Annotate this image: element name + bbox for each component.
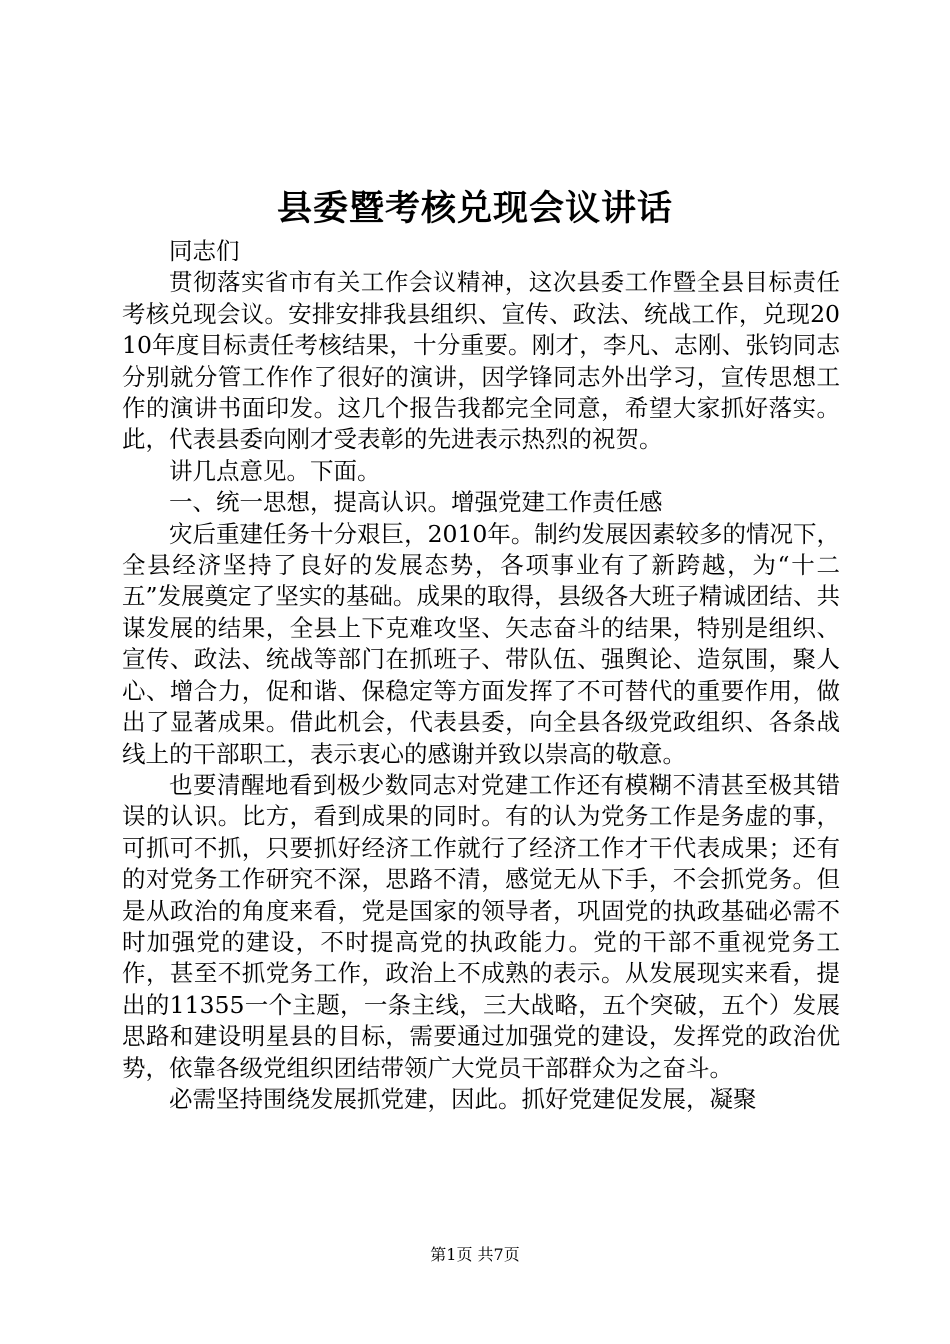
body-paragraph: 灾后重建任务十分艰巨，2010年。制约发展因素较多的情况下，全县经济坚持了良好的发展态势，各项事业有了新跨越，为“十二五”发展奠定了坚实的基础。成果的取得，县级各大班子精诚团结、共谋发展的结果，全县上下克难攻坚、矢志奋斗的结果，特别是组织、宣传、政法、统战等部门在抓班子、带队伍、强舆论、造氛围，聚人心、增合力，促和谐、保稳定等方面发挥了不可替代的重要作用，做出了显著成果。借此机会，代表县委，向全县各级党政组织、各条战线上的干部职工，表示衷心的感谢并致以崇高的敬意。 [122, 519, 840, 768]
salutation-paragraph: 同志们 [169, 237, 240, 265]
page-number-footer: 第1页 共7页 [430, 1245, 520, 1264]
section-heading: 一、统一思想，提高认识。增强党建工作责任感 [169, 488, 663, 517]
body-paragraph: 贯彻落实省市有关工作会议精神，这次县委工作暨全县目标责任考核兑现会议。安排安排我县组织、宣传、政法、统战工作，兑现2010年度目标责任考核结果，十分重要。刚才，李凡、志刚、张钧同志分别就分管工作作了很好的演讲，因学锋同志外出学习，宣传思想工作的演讲书面印发。这几个报告我都完全同意，希望大家抓好落实。此，代表县委向刚才受表彰的先进表示热烈的祝贺。 [122, 268, 840, 454]
body-paragraph: 必需坚持围绕发展抓党建，因此。抓好党建促发展，凝聚 [169, 1084, 757, 1113]
document-title: 县委暨考核兑现会议讲话 [276, 188, 673, 229]
document-body [122, 236, 840, 1115]
body-paragraph: 也要清醒地看到极少数同志对党建工作还有模糊不清甚至极其错误的认识。比方，看到成果的同时。有的认为党务工作是务虚的事，可抓可不抓，只要抓好经济工作就行了经济工作才干代表成果；还有的对党务工作研究不深，思路不清，感觉无从下手，不会抓党务。但是从政治的角度来看，党是国家的领导者，巩固党的执政基础必需不时加强党的建设，不时提高党的执政能力。党的干部不重视党务工作，甚至不抓党务工作，政治上不成熟的表示。从发展现实来看，提出的11355一个主题，一条主线，三大战略，五个突破，五个）发展思路和建设明星县的目标，需要通过加强党的建设，发挥党的政治优势，依靠各级党组织团结带领广大党员干部群众为之奋斗。 [122, 770, 840, 1082]
body-paragraph: 讲几点意见。下面。 [169, 456, 381, 485]
